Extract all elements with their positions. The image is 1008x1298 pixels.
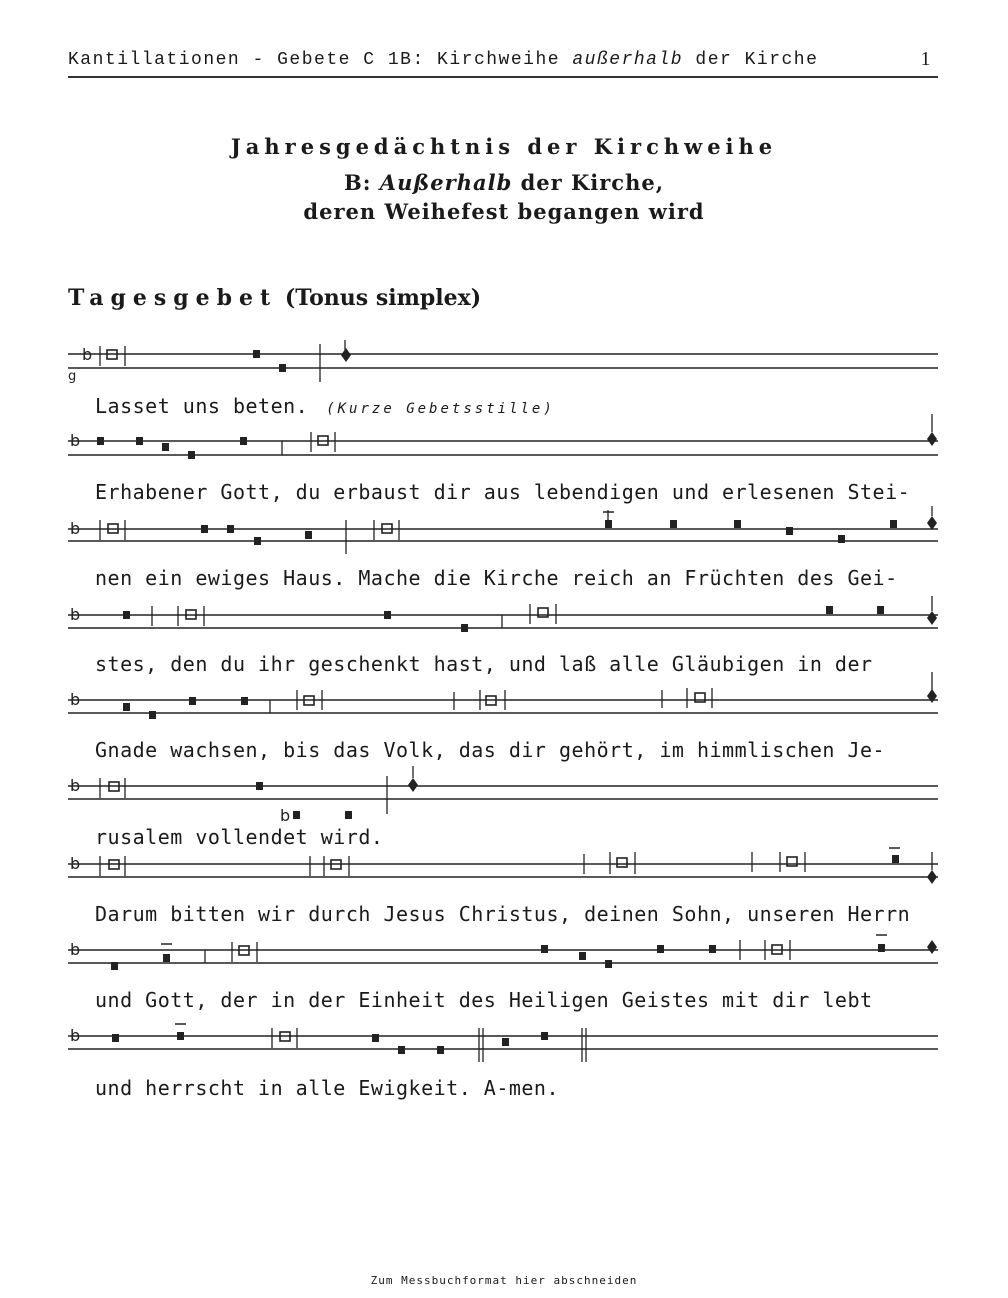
neume-note: [136, 437, 143, 445]
neume-note: [177, 1032, 184, 1040]
neume-note: [605, 520, 612, 528]
cut-instruction: Zum Messbuchformat hier abschneiden: [370, 1274, 638, 1287]
lyric-line: und herrscht in alle Ewigkeit. A-men.: [95, 1076, 560, 1100]
neume-note: [734, 520, 741, 528]
neume-note: [657, 945, 664, 953]
neume-note: [163, 954, 170, 962]
neume-note: [398, 1046, 405, 1054]
reciting-note: [617, 858, 627, 867]
neume-note: [123, 703, 130, 711]
neume-note: [256, 782, 263, 790]
neume-note: [541, 945, 548, 953]
neume-note: [201, 525, 208, 533]
neume-note: [892, 855, 899, 863]
neume-diamond: [927, 432, 937, 446]
lyric-line: Gnade wachsen, bis das Volk, das dir gehört, im himmlischen Je-: [95, 738, 886, 762]
flat-sign: b: [70, 605, 81, 624]
lyric-line: rusalem vollendet wird.: [95, 825, 384, 849]
clef-mark: g: [68, 369, 77, 384]
neume-diamond: [927, 940, 937, 954]
neume-note: [890, 520, 897, 528]
neume-note: [786, 527, 793, 535]
neume-note: [579, 952, 586, 960]
neume-note: [293, 811, 300, 819]
neume-note: [670, 520, 677, 528]
neume-note: [502, 1038, 509, 1046]
page-number: 1: [920, 48, 932, 70]
flat-sign: b: [70, 776, 81, 795]
flat-sign: b: [82, 345, 93, 364]
lyric-line: Erhabener Gott, du erbaust dir aus lebendigen und erlesenen Stei-: [95, 480, 911, 504]
header-title: Kantillationen - Gebete C 1B: Kirchweihe außerhalb der Kirche: [68, 50, 819, 70]
neume-note: [384, 611, 391, 619]
lyric-line: stes, den du ihr geschenkt hast, und laß alle Gläubigen in der: [95, 652, 873, 676]
flat-sign: b: [70, 519, 81, 538]
lyric-line: Darum bitten wir durch Jesus Christus, deinen Sohn, unseren Herrn: [95, 902, 911, 926]
neume-diamond: [341, 348, 351, 362]
neume-note: [97, 437, 104, 445]
rubric-note: (Kurze Gebetsstille): [326, 401, 555, 417]
neume-note: [437, 1046, 444, 1054]
document-subtitle-line2: deren Weihefest begangen wird: [303, 199, 705, 224]
neume-note: [838, 535, 845, 543]
flat-sign: b: [70, 1026, 81, 1045]
neume-note: [241, 697, 248, 705]
flat-sign: b: [70, 854, 81, 873]
lyric-line: und Gott, der in der Einheit des Heiligen Geistes mit dir lebt: [95, 988, 873, 1012]
neume-note: [162, 443, 169, 451]
neume-diamond: [408, 778, 418, 792]
neume-note: [826, 606, 833, 614]
neume-diamond: [927, 870, 937, 884]
neume-note: [189, 697, 196, 705]
neume-note: [878, 944, 885, 952]
neume-note: [123, 611, 130, 619]
neume-note: [111, 962, 118, 970]
neume-note: [305, 531, 312, 539]
flat-sign: b: [70, 940, 81, 959]
neume-note: [541, 1032, 548, 1040]
neume-note: [253, 350, 260, 358]
neume-diamond: [927, 516, 937, 530]
document-title: Jahresgedächtnis der Kirchweihe: [230, 134, 778, 159]
neume-diamond: [927, 689, 937, 703]
neume-note: [188, 451, 195, 459]
neume-note: [227, 525, 234, 533]
neume-note: [112, 1034, 119, 1042]
lyric-line: Lasset uns beten. (Kurze Gebetsstille): [95, 394, 555, 418]
neume-note: [254, 537, 261, 545]
neume-note: [877, 606, 884, 614]
section-heading: Tagesgebet (Tonus simplex): [68, 285, 482, 311]
flat-sign: b: [70, 690, 81, 709]
neume-note: [240, 437, 247, 445]
neume-note: [149, 711, 156, 719]
lyric-line: nen ein ewiges Haus. Mache die Kirche reich an Früchten des Gei-: [95, 566, 898, 590]
neume-note: [709, 945, 716, 953]
neume-note: [605, 960, 612, 968]
flat-sign: b: [280, 806, 291, 825]
flat-sign: b: [70, 431, 81, 450]
neume-note: [372, 1034, 379, 1042]
document-subtitle-line1: B: Außerhalb der Kirche,: [343, 170, 665, 195]
neume-diamond: [927, 611, 937, 625]
neume-note: [461, 624, 468, 632]
neume-note: [279, 364, 286, 372]
neume-note: [345, 811, 352, 819]
